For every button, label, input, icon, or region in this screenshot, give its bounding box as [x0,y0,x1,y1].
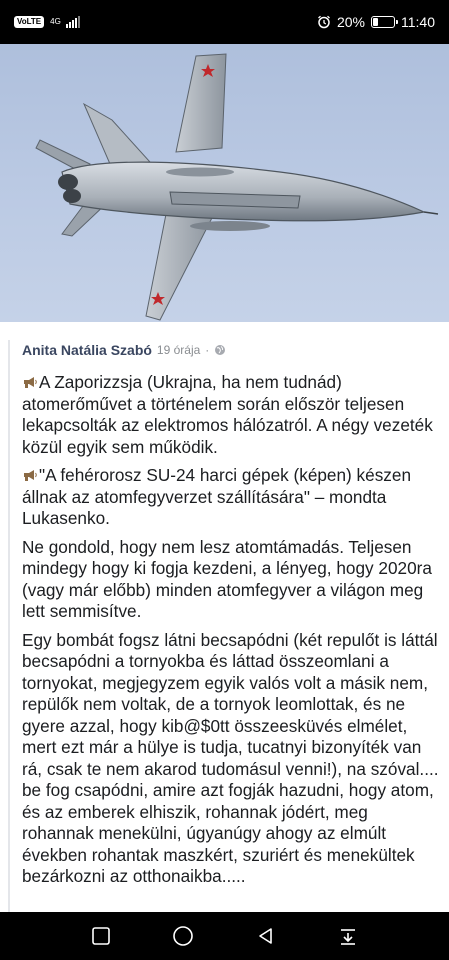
status-bar [0,0,449,44]
post-text-1: A Zaporizzsja (Ukrajna, ha nem tudnád) atomerőművet a történelem során először teljesen lekapcsolták az elektromos hálózatról. A négy vezeték közül egyik sem működik. [22,372,433,457]
battery-icon [371,16,395,28]
separator-dot: · [205,343,210,357]
square-icon [91,926,111,946]
post-paragraph-3: Ne gondold, hogy nem lesz atomtámadás. Teljesen mindegy hogy ki fogja kezdeni, a lényeg, hogy 2020ra (vagy már előbb) minden atomfegyver a világon meg lett semmisítve. [22,536,432,621]
aircraft-photo[interactable] [0,44,449,322]
back-triangle-icon [256,926,276,946]
megaphone-icon [22,468,38,482]
post-header [22,340,441,360]
author-name[interactable]: Anita Natália Szabó [22,342,152,358]
home-button[interactable] [163,916,203,956]
post-card [0,322,449,912]
post-paragraph-2 [22,465,441,530]
pull-down-icon [338,926,358,946]
status-right [317,14,435,30]
megaphone-icon [22,375,38,389]
post-body [8,340,449,912]
signal-icon [66,16,80,28]
post-paragraph-4: Egy bombát fogsz látni becsapódni (két repulőt is láttál becsapódni a tornyokba és láttad összeomlani a tornyokat, megjegyzem egyik valós volt a másik nem, repülők nem voltak, de a tornyok leomlottak, és ne gyere azzal, hogy kib@$0tt összeesküvés elmélet, mert ezt már a hülye is tudja, tucatnyi bizonyíték van rá, csak te nem akarod tudomásul venni!), na szóval.... be fog csapódni, amire azt fogják hazudni, hogy atom, és az emberek elhiszik, rohannak jódért, meg rohannak menekülni, úgyanúgy ahogy az elmúlt években rohantak maszkért, szuriért és menekültek bezárkozni az otthonaikba..... [22,629,439,886]
post-timestamp[interactable]: 19 órája [156,343,201,357]
clock: 11:40 [401,14,435,30]
aircraft-illustration [0,44,449,322]
recents-button[interactable] [81,916,121,956]
post-paragraph-1 [22,372,441,458]
post-text-2: "A fehérorosz SU-24 harci gépek (képen) készen állnak az atomfegyverzet szállítására" – mondta Lukasenko. [22,465,412,528]
status-left [14,16,80,28]
battery-percent: 20% [336,14,365,30]
network-type: 4G [50,17,61,26]
globe-icon [214,344,226,356]
circle-icon [172,925,194,947]
navigation-bar [0,912,449,960]
notification-shade-button[interactable] [328,916,368,956]
back-button[interactable] [246,916,286,956]
alarm-icon [317,15,331,29]
volte-badge: VoLTE [14,16,44,28]
